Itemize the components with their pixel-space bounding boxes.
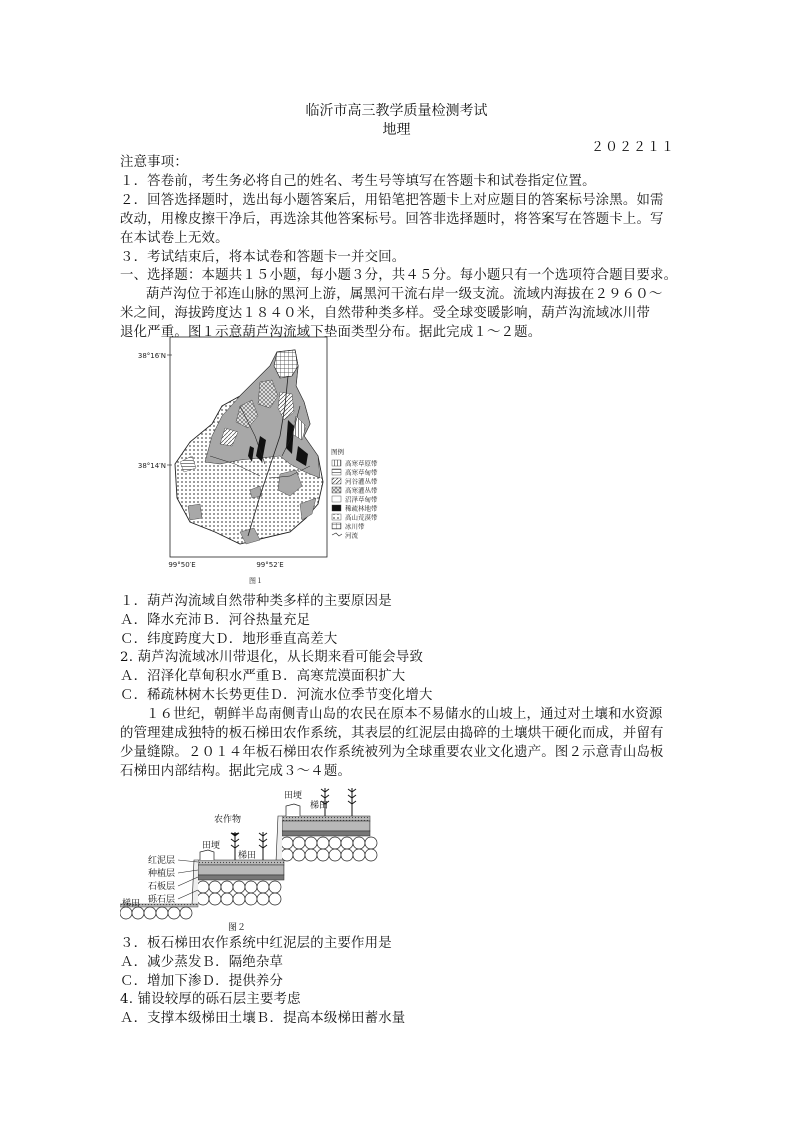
label-gravel-layer: 砾石层 (148, 895, 176, 905)
note-item-2-cont: 改动，用橡皮擦干净后，再选涂其他答案标号。回答非选择题时，将答案写在答题卡上。写 (120, 212, 664, 227)
passage-2-line-2: 的管理建成独特的板石梯田农作系统，其表层的红泥层由捣碎的土壤烘干硬化而成，并留有 (120, 726, 664, 741)
exam-date: ２０２２１１ (591, 140, 676, 155)
figure-1-map (120, 336, 420, 586)
figure-1-legend (331, 447, 378, 540)
q2-options-ab: Ａ．沼泽化草甸积水严重Ｂ．高寒荒漠面积扩大 (120, 669, 406, 684)
passage-2-line-3: 少量缝隙。２０１４年板石梯田农作系统被列为全球重要农业文化遗产。图２示意青山岛板 (120, 745, 664, 760)
label-terrace-top: 梯田 (310, 801, 329, 811)
legend-title: 图例 (331, 448, 344, 456)
q2-options-cd: Ｃ．稀疏林树木长势更佳Ｄ．河流水位季节变化增大 (120, 688, 433, 703)
legend-item-6: 高山荒漠带 (345, 513, 378, 522)
figure-1-caption: 图１ (249, 577, 263, 585)
subject-title: 地理 (382, 122, 411, 138)
q1-options-cd: Ｃ．纬度跨度大Ｄ．地形垂直高差大 (120, 632, 338, 647)
passage-2-line-1: １６世纪，朝鲜半岛南侧青山岛的农民在原本不易储水的山坡上，通过对土壤和水资源 (146, 707, 663, 722)
figure-2-diagram (120, 780, 390, 935)
q1-stem: １．葫芦沟流域自然带种类多样的主要原因是 (120, 594, 392, 609)
notes-heading: 注意事项： (120, 155, 188, 170)
passage-2-line-4: 石梯田内部结构。据此完成３～４题。 (120, 764, 352, 779)
passage-1-line-2: 米之间，海拔跨度达１８４０米，自然带种类多样。受全球变暖影响，葫芦沟流域冰川带 (120, 306, 651, 321)
legend-item-2: 河谷灌丛带 (345, 477, 378, 486)
legend-item-5: 稀疏林地带 (345, 504, 378, 513)
legend-item-4: 沼泽草甸带 (345, 495, 378, 504)
q3-options-ab: Ａ．减少蒸发Ｂ．隔绝杂草 (120, 955, 284, 970)
figure-1 (120, 336, 420, 586)
lon-right-label: 99°52′E (256, 561, 284, 569)
lon-left-label: 99°50′E (168, 561, 196, 569)
label-terrace-bottom: 梯田 (122, 899, 141, 909)
q4-stem: 4. 铺设较厚的砾石层主要考虑 (120, 992, 301, 1007)
lat-top-label: 38°16′N (137, 352, 166, 360)
q2-stem: 2. 葫芦沟流域冰川带退化，从长期来看可能会导致 (120, 650, 424, 665)
note-item-2: ２．回答选择题时，选出每小题答案后，用铅笔把答题卡上对应题目的答案标号涂黑。如需 (120, 193, 664, 208)
figure-2-caption: 图２ (228, 923, 247, 933)
figure-2 (120, 780, 390, 935)
label-field-ridge-top: 田埂 (284, 791, 303, 801)
passage-1-line-3: 退化严重。图１示意葫芦沟流域下垫面类型分布。据此完成１～２题。 (120, 325, 542, 340)
passage-1-line-1: 葫芦沟位于祁连山脉的黑河上游，属黑河干流右岸一级支流。流域内海拔在２９６０～ (146, 287, 663, 302)
q1-options-ab: Ａ．降水充沛Ｂ．河谷热量充足 (120, 613, 311, 628)
note-item-1: １．答卷前，考生务必将自己的姓名、考生号等填写在答题卡和试卷指定位置。 (120, 174, 596, 189)
label-red-clay-layer: 红泥层 (148, 856, 176, 866)
note-item-2-end: 在本试卷上无效。 (120, 231, 229, 246)
label-stone-slab-layer: 石板层 (148, 882, 176, 892)
upper-terrace (276, 804, 377, 862)
legend-item-3: 高寒灌丛带 (345, 486, 378, 495)
section-heading: 一、选择题：本题共１５小题，每小题３分，共４５分。每小题只有一个选项符合题目要求。 (120, 268, 678, 283)
label-crops: 农作物 (214, 815, 242, 825)
exam-title: 临沂市高三教学质量检测考试 (305, 103, 488, 119)
lat-mid-label: 38°14′N (137, 462, 166, 470)
q3-stem: ３．板石梯田农作系统中红泥层的主要作用是 (120, 936, 392, 951)
legend-item-1: 高寒草甸带 (345, 468, 378, 477)
legend-item-7: 冰川带 (345, 522, 365, 531)
q3-options-cd: Ｃ．增加下渗Ｄ．提供养分 (120, 974, 284, 989)
legend-item-8: 河流 (345, 531, 358, 540)
label-terrace-mid: 梯田 (238, 851, 257, 861)
legend-item-0: 高寒草原带 (345, 459, 378, 468)
label-planting-layer: 种植层 (148, 869, 176, 879)
note-item-3: ３．考试结束后，将本试卷和答题卡一并交回。 (120, 250, 406, 265)
label-field-ridge-mid: 田埂 (202, 841, 221, 851)
q4-options-ab: Ａ．支撑本级梯田土壤Ｂ．提高本级梯田蓄水量 (120, 1011, 406, 1026)
